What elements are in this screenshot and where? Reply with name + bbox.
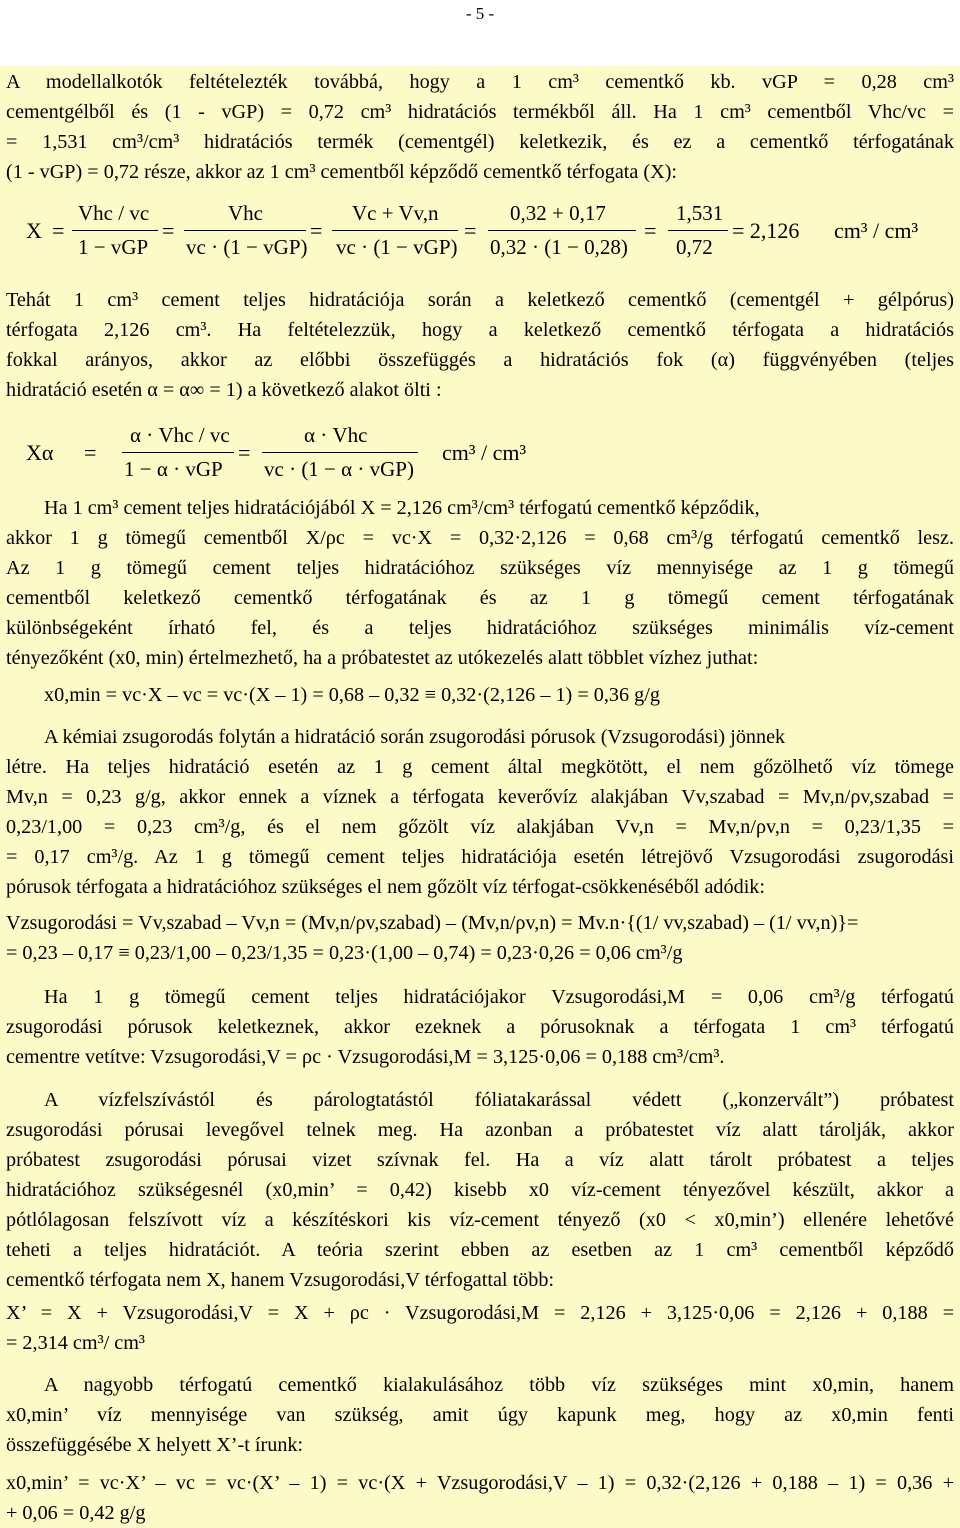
text-line: létre. Ha teljes hidratáció esetén az 1 g cement által megkötött, el nem gőzölhető víz tömege — [6, 756, 954, 778]
text-line: fokkal arányos, akkor az előbbi összefüggés a hidratációs fok (α) függvényében (teljes — [6, 349, 954, 371]
text-line: cementgélből és (1 - vGP) = 0,72 cm³ hidratációs termékből áll. Ha 1 cm³ cementből Vhc/vc = — [6, 101, 954, 123]
text-line: A kémiai zsugorodás folytán a hidratáció során zsugorodási pórusok (Vzsugorodási) jönnek — [44, 726, 786, 748]
text-line: cementből keletkező cementkő térfogatának és az 1 g tömegű cement térfogatának — [6, 587, 954, 609]
text-line: 0,23/1,00 = 0,23 cm³/g, és el nem gőzölt víz alakjában Vv,n = Mv,n/ρv,n = 0,23/1,35 = — [6, 816, 954, 838]
text-line: zsugorodási pórusok keletkeznek, akkor ezeknek a pórusoknak a térfogata 1 cm³ térfogatú — [6, 1016, 954, 1038]
text-line: Mv,n = 0,23 g/g, akkor ennek a víznek a térfogata keverővíz alakjában Vv,szabad = Mv,n/ρv,szabad = — [6, 786, 954, 808]
text-line: összefüggésébe X helyett X’-t írunk: — [6, 1434, 304, 1456]
formula-line: = 0,23 – 0,17 ≡ 0,23/1,00 – 0,23/1,35 = 0,23·(1,00 – 0,74) = 0,23·0,26 = 0,06 cm³/g — [6, 942, 683, 964]
text-line: A vízfelszívástól és párologtatástól fóliatakarással védett („konzervált”) próbatest — [44, 1089, 954, 1111]
formula-line: x0,min = vc·X – vc = vc·(X – 1) = 0,68 – 0,32 ≡ 0,32·(2,126 – 1) = 0,36 g/g — [44, 684, 660, 706]
text-line: Ha 1 cm³ cement teljes hidratációjából X = 2,126 cm³/cm³ térfogatú cementkő képződik, — [44, 497, 760, 519]
text-line: A nagyobb térfogatú cementkő kialakulásához több víz szükséges mint x0,min, hanem — [44, 1374, 954, 1396]
text-line: zsugorodási pórusai levegővel telnek meg. Ha azonban a próbatestet víz alatt tárolják, akkor — [6, 1119, 954, 1141]
text-line: (1 - vGP) = 0,72 része, akkor az 1 cm³ cementből képződő cementkő térfogata (X): — [6, 161, 678, 183]
text-line: x0,min’ víz mennyisége van szükség, amit úgy kapunk meg, hogy az x0,min fenti — [6, 1404, 954, 1426]
text-line: teheti a teljes hidratációt. A teória szerint ebben az esetben az 1 cm³ cementből képződő — [6, 1239, 954, 1261]
text-line: különbségeként írható fel, és a teljes hidratációhoz szükséges minimális víz-cement — [6, 617, 954, 639]
text-line: térfogata 2,126 cm³. Ha feltételezzük, hogy a keletkező cementkő térfogata a hidratációs — [6, 319, 954, 341]
text-line: tényezőként (x0, min) értelmezhető, ha a próbatestet az utókezelés alatt többlet vízhez juthat: — [6, 647, 759, 669]
text-line: = 0,17 cm³/g. Az 1 g tömegű cement teljes hidratációja esetén létrejövő Vzsugorodási zsugorodási — [6, 846, 954, 868]
text-line: hidratációhoz szükségesnél (x0,min’ = 0,42) kisebb x0 víz-cement tényezővel készült, akkor a — [6, 1179, 954, 1201]
formula-line: = 2,314 cm³/ cm³ — [6, 1332, 145, 1354]
text-line: cementre vetítve: Vzsugorodási,V = ρc · Vzsugorodási,M = 3,125·0,06 = 0,188 cm³/cm³. — [6, 1046, 725, 1068]
text-line: pórusok térfogata a hidratációhoz szükséges el nem gőzölt víz térfogat-csökkenéséből adódik: — [6, 876, 766, 898]
text-line: Az 1 g tömegű cement teljes hidratációhoz szükséges víz mennyisége az 1 g tömegű — [6, 557, 954, 579]
text-line: akkor 1 g tömegű cementből X/ρc = vc·X = 0,32·2,126 = 0,68 cm³/g térfogatú cementkő lesz. — [6, 527, 954, 549]
page-number: - 5 - — [465, 4, 495, 23]
text-line: Tehát 1 cm³ cement teljes hidratációja során a keletkező cementkő (cementgél + gélpórus) — [6, 289, 954, 311]
document-body: A modellalkotók feltételezték továbbá, hogy a 1 cm³ cementkő kb. vGP = 0,28 cm³ cementgélből és (1 - vGP) = 0,72 cm³ hidratációs termékből áll. Ha 1 cm³ cementből Vhc/vc = = 1,531 cm³/cm³ hidratációs termék (cementgél) keletkezik, és ez a cementkő térfogatának (1 - vGP) = 0,72 része, akkor az 1 cm³ cementből képződő cementkő térfogata (X): X = Vhc / vc 1 − vGP = Vhc vc · (1 − vGP) = Vc + Vv,n vc · (1 − vGP) = 0,32 + 0,17 0,32 · (1 − 0,28) = 1,531 0,72 = 2,126 cm³ / cm³ Tehát 1 cm³ cement teljes hidratációja során a keletkező cementkő (cementgél + gélpórus) térfogata 2,126 cm³. Ha feltételezzük, hogy a keletkező cementkő térfogata a hidratációs fokkal arányos, akkor az előbbi összefüggés a hidratációs fok (α) függvényében (teljes hidratáció esetén α = α∞ = 1) a következő alakot ölti : Xα = α · Vhc / vc 1 − α · vGP = α · Vhc vc · (1 − α · vGP) cm³ / cm³ Ha 1 cm³ cement teljes hidratációjából X = 2,126 cm³/cm³ térfogatú cementkő képződik, akkor 1 g tömegű cementből X/ρc = vc·X = 0,32·2,126 = 0,68 cm³/g térfogatú cementkő lesz. Az 1 g tömegű cement teljes hidratációhoz szükséges víz mennyisége az 1 g tömegű cementből keletkező cementkő térfogatának és az 1 g tömegű cement térfogatának különbségeként írható fel, és a teljes hidratációhoz szükséges minimális víz-cement tényezőként (x0, min) értelmezhető, ha a próbatestet az utókezelés alatt többlet vízhez juthat: x0,min = vc·X – vc = vc·(X – 1) = 0,68 – 0,32 ≡ 0,32·(2,126 – 1) = 0,36 g/g A kémiai zsugorodás folytán a hidratáció során zsugorodási pórusok (Vzsugorodási) jönnek létre. Ha teljes hidratáció esetén az 1 g cement által megkötött, el nem gőzölhető víz tömege Mv,n = 0,23 g/g, akkor ennek a víznek a térfogata keverővíz alakjában Vv,szabad = Mv,n/ρv,szabad = 0,23/1,00 = 0,23 cm³/g, és el nem gőzölt víz alakjában Vv,n = Mv,n/ρv,n = 0,23/1,35 = = 0,17 cm³/g. Az 1 g tömegű cement teljes hidratációja esetén létrejövő Vzsugorodási zsugorodási pórusok térfogata a hidratációhoz szükséges el nem gőzölt víz térfogat-csökkenéséből adódik: Vzsugorodási = Vv,szabad – Vv,n = (Mv,n/ρv,szabad) – (Mv,n/ρv,n) = Mv.n·{(1/ vv,szabad) – (1/ vv,n)}= = 0,23 – 0,17 ≡ 0,23/1,00 – 0,23/1,35 = 0,23·(1,00 – 0,74) = 0,23·0,26 = 0,06 cm³/g Ha 1 g tömegű cement teljes hidratációjakor Vzsugorodási,M = 0,06 cm³/g térfogatú zsugorodási pórusok keletkeznek, akkor ezeknek a pórusoknak a térfogata 1 cm³ térfogatú cementre vetítve: Vzsugorodási,V = ρc · Vzsugorodási,M = 3,125·0,06 = 0,188 cm³/cm³. A vízfelszívástól és párologtatástól fóliatakarással védett („konzervált”) próbatest zsugorodási pórusai levegővel telnek meg. Ha azonban a próbatestet víz alatt tárolják, akkor próbatest zsugorodási pórusai vizet szívnak fel. Ha a víz alatt tárolt próbatest a teljes hidratációhoz szükségesnél (x0,min’ = 0,42) kisebb x0 víz-cement tényezővel készült, akkor a pótlólagosan felszívott víz a készítéskori kis víz-cement tényező (x0 < x0,min’) ellenére lehetővé teheti a teljes hidratációt. A teória szerint ebben az esetben az 1 cm³ cementből képződő cementkő térfogata nem X, hanem Vzsugorodási,V térfogattal több: X’ = X + Vzsugorodási,V = X + ρc · Vzsugorodási,M = 2,126 + 3,125·0,06 = 2,126 + 0,188 = = 2,314 cm³/ cm³ A nagyobb térfogatú cementkő kialakulásához több víz szükséges mint x0,min, hanem x0,min’ víz mennyisége van szükség, amit úgy kapunk meg, hogy az x0,min fenti összefüggésébe X helyett X’-t írunk: x0,min’ = vc·X’ – vc = vc·(X’ – 1) = vc·(X + Vzsugorodási,V – 1) = 0,32·(2,126 + 0,188 – 1) = 0,36 + + 0,06 = 0,42 g/g — [0, 66, 960, 1528]
text-line: Ha 1 g tömegű cement teljes hidratációjakor Vzsugorodási,M = 0,06 cm³/g térfogatú — [44, 986, 954, 1008]
text-line: próbatest zsugorodási pórusai vizet szívnak fel. Ha a víz alatt tárolt próbatest a teljes — [6, 1149, 954, 1171]
text-line: hidratáció esetén α = α∞ = 1) a következő alakot ölti : — [6, 379, 442, 401]
text-line: A modellalkotók feltételezték továbbá, hogy a 1 cm³ cementkő kb. vGP = 0,28 cm³ — [6, 71, 954, 93]
formula-line: x0,min’ = vc·X’ – vc = vc·(X’ – 1) = vc·(X + Vzsugorodási,V – 1) = 0,32·(2,126 + 0,188 – 1) = 0,36 + — [6, 1472, 954, 1494]
text-line: = 1,531 cm³/cm³ hidratációs termék (cementgél) keletkezik, és ez a cementkő térfogatának — [6, 131, 954, 153]
formula-line: X’ = X + Vzsugorodási,V = X + ρc · Vzsugorodási,M = 2,126 + 3,125·0,06 = 2,126 + 0,188 = — [6, 1302, 954, 1324]
formula-line: Vzsugorodási = Vv,szabad – Vv,n = (Mv,n/ρv,szabad) – (Mv,n/ρv,n) = Mv.n·{(1/ vv,szabad) – (1/ vv,n)}= — [6, 912, 859, 934]
text-line: pótlólagosan felszívott víz a készítéskori kis víz-cement tényező (x0 < x0,min’) ellenére lehetővé — [6, 1209, 954, 1231]
text-line: cementkő térfogata nem X, hanem Vzsugorodási,V térfogattal több: — [6, 1269, 555, 1291]
formula-line: + 0,06 = 0,42 g/g — [6, 1502, 146, 1524]
